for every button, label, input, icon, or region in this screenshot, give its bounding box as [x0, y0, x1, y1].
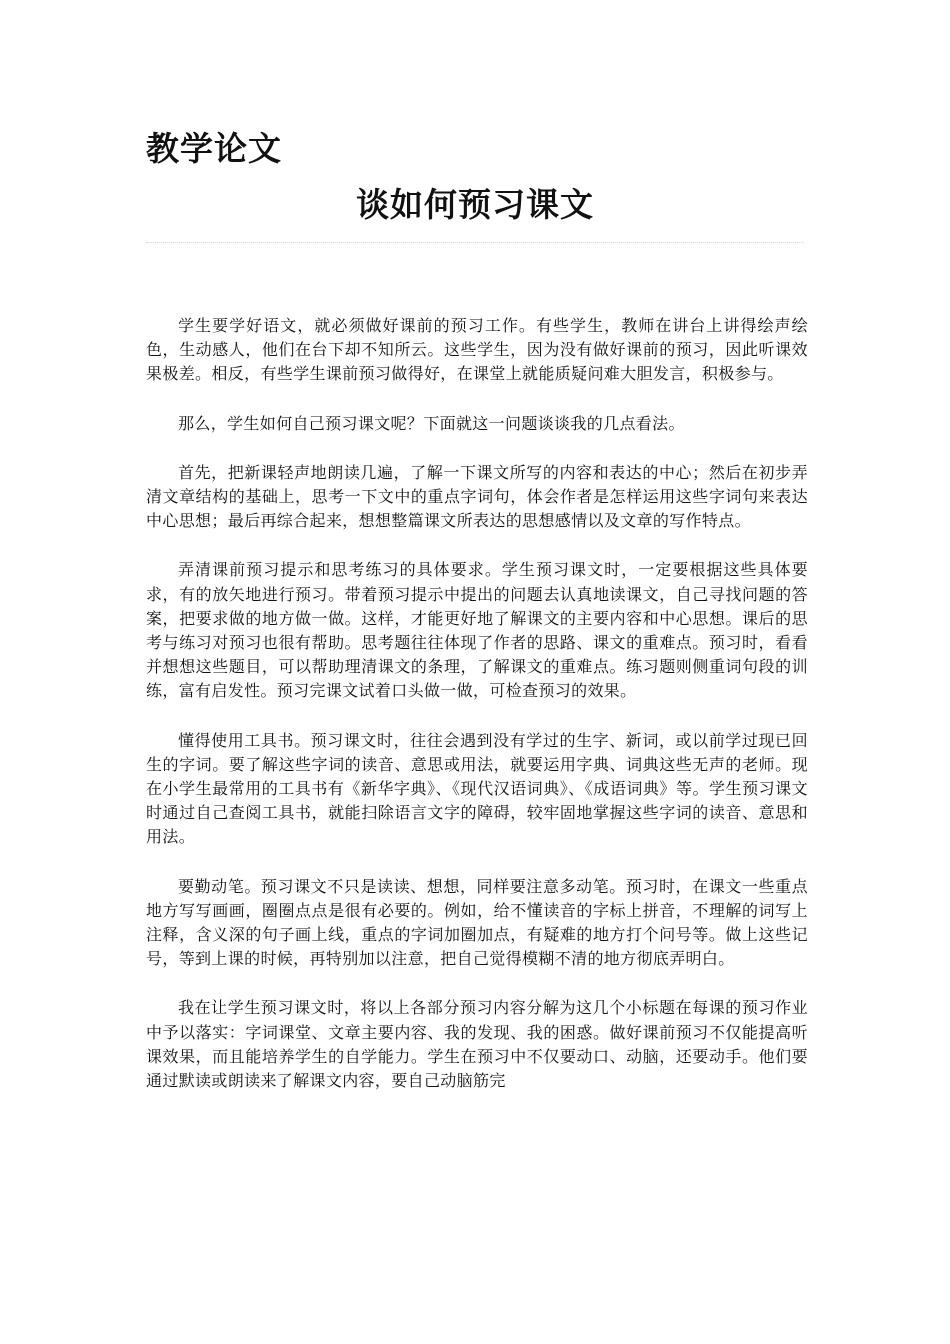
document-title: 谈如何预习课文	[356, 185, 594, 224]
paragraph-reference-books: 懂得使用工具书。预习课文时，往往会遇到没有学过的生字、新词，或以前学过现已回生的字词。要了解这些字词的读音、意思或用法，就要运用字典、词典这些无声的老师。现在小学生最常用的工具书有《新华字典》、《现代汉语词典》、《成语词典》等。学生预习课文时通过自己查阅工具书，就能扫除语言文字的障碍，较牢固地掌握这些字词的读音、意思和用法。	[146, 730, 808, 847]
title-divider	[146, 242, 804, 243]
paragraph-practice: 我在让学生预习课文时，将以上各部分预习内容分解为这几个小标题在每课的预习作业中予以落实：字词课堂、文章主要内容、我的发现、我的困惑。做好课前预习不仅能提高听课效果，而且能培养学生的自学能力。学生在预习中不仅要动口、动脑，还要动手。他们要通过默读或朗读来了解课文内容，要自己动脑筋完	[146, 998, 808, 1091]
document-body	[146, 314, 808, 1118]
paragraph-question: 那么，学生如何自己预习课文呢？下面就这一问题谈谈我的几点看法。	[178, 413, 685, 433]
paragraph-preview-requirements: 弄清课前预习提示和思考练习的具体要求。学生预习课文时，一定要根据这些具体要求，有的放矢地进行预习。带着预习提示中提出的问题去认真地读课文，自己寻找问题的答案，把要求做的地方做一做。这样，才能更好地了解课文的主要内容和中心思想。课后的思考与练习对预习也很有帮助。思考题往往体现了作者的思路、课文的重难点。预习时，看看并想想这些题目，可以帮助理清课文的条理，了解课文的重难点。练习题则侧重词句段的训练，富有启发性。预习完课文试着口头做一做，可检查预习的效果。	[146, 560, 808, 701]
paragraph-first-step: 首先，把新课轻声地朗读几遍，了解一下课文所写的内容和表达的中心；然后在初步弄清文章结构的基础上，思考一下文中的重点字词句，体会作者是怎样运用这些字词句来表达中心思想；最后再综合起来，想想整篇课文所表达的思想感情以及文章的写作特点。	[146, 462, 808, 531]
paragraph-intro: 学生要学好语文，就必须做好课前的预习工作。有些学生，教师在讲台上讲得绘声绘色，生动感人，他们在台下却不知所云。这些学生，因为没有做好课前的预习，因此听课效果极差。相反，有些学生课前预习做得好，在课堂上就能质疑问难大胆发言，积极参与。	[146, 316, 808, 384]
paragraph-writing: 要勤动笔。预习课文不只是读读、想想，同样要注意多动笔。预习时，在课文一些重点地方写写画画，圈圈点点是很有必要的。例如，给不懂读音的字标上拼音，不理解的词写上注释，含义深的句子画上线，重点的字词加圈加点，有疑难的地方打个问号等。做上这些记号，等到上课的时候，再特别加以注意，把自己觉得模糊不清的地方彻底弄明白。	[146, 876, 808, 969]
document-header: 教学论文	[146, 129, 282, 168]
